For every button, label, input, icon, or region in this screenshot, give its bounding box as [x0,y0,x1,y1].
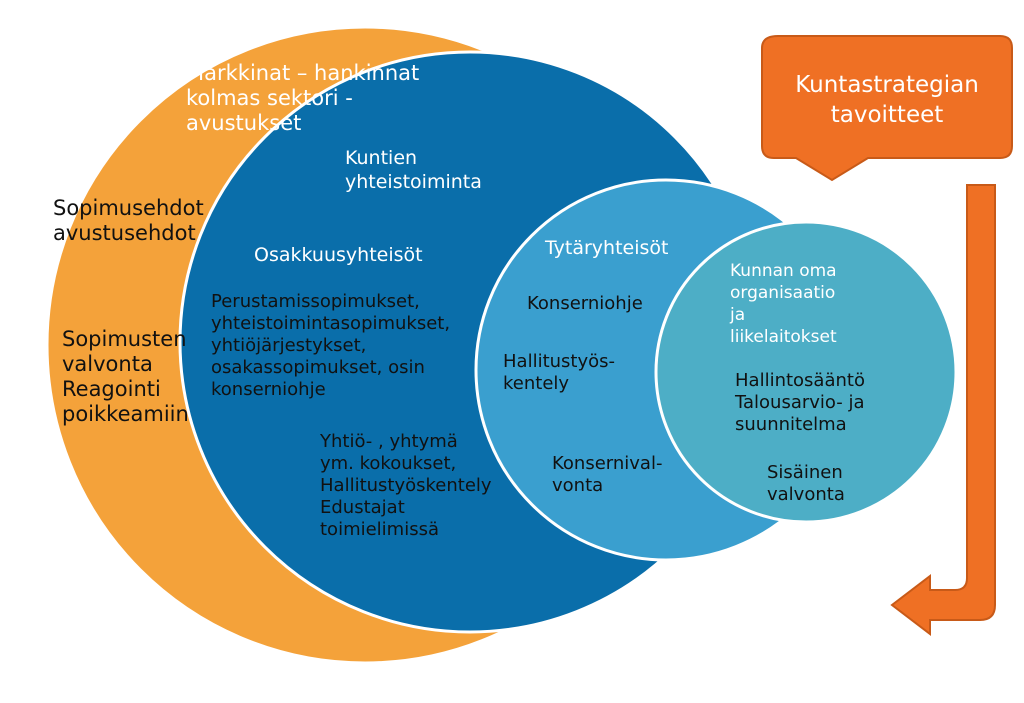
markets-label: Markkinat – hankinnat kolmas sektori - avustukset [186,61,420,135]
board-work-text: Hallitustyös- kentely [503,351,616,394]
group-supervision-text: Konsernival- vonta [552,453,663,496]
internal-control-text: Sisäinen valvonta [767,462,845,505]
own-organisation-title: Kunnan oma organisaatio ja liikelaitokset [730,261,837,347]
agreement-conditions-label: Sopimusehdot avustusehdot [53,196,204,245]
strategy-callout-text: Kuntastrategian tavoitteet [795,72,979,128]
subsidiaries-title: Tytäryhteisöt [545,237,669,259]
agreement-monitoring-label: Sopimusten valvonta Reagointi poikkeamiin [62,327,189,426]
associates-title: Osakkuusyhteisöt [254,244,423,266]
associates-meetings-text: Yhtiö- , yhtymä ym. kokoukset, Hallitustyöskentely Edustajat toimielimissä [320,431,492,540]
group-guideline-text: Konserniohje [527,293,643,314]
associates-agreements-text: Perustamissopimukset, yhteistoimintasopimukset, yhtiöjärjestykset, osakassopimukset, osin konserniohje [211,291,451,400]
governance-budget-text: Hallintosääntö Talousarvio- ja suunnitelma [735,370,865,435]
cooperation-title: Kuntien yhteistoiminta [345,147,482,193]
